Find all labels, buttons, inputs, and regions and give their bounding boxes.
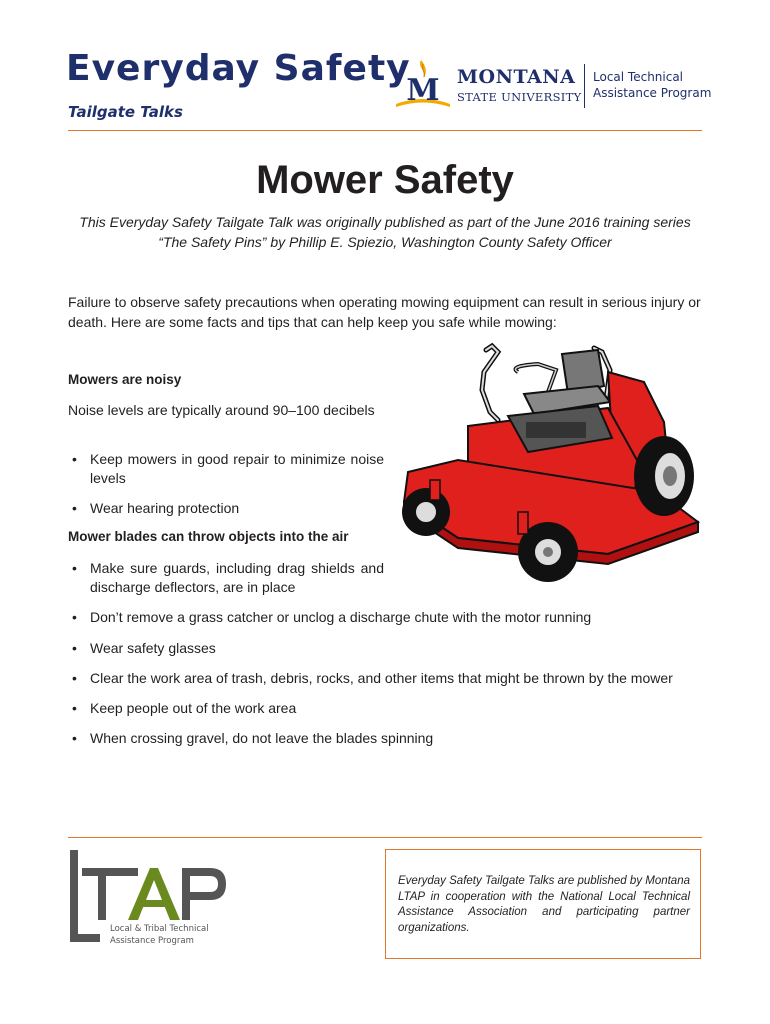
header-rule xyxy=(68,130,702,131)
series-title: Everyday Safety xyxy=(66,48,411,89)
list-item xyxy=(68,669,730,688)
bullet-icon: • xyxy=(72,730,77,746)
bullet-icon: • xyxy=(72,700,77,716)
bullet-icon: • xyxy=(72,560,77,576)
list-item-text: Clear the work area of trash, debris, rocks, and other items that might be thrown by the mower xyxy=(90,670,673,686)
ltap-logo-icon xyxy=(70,848,240,950)
list-item xyxy=(68,450,384,488)
noise-fact: Noise levels are typically around 90–100 decibels xyxy=(68,402,375,418)
university-subname: STATE UNIVERSITY xyxy=(457,90,582,104)
series-subtitle: Tailgate Talks xyxy=(68,103,183,121)
list-item-text: Wear hearing protection xyxy=(90,500,240,516)
msu-logo-icon xyxy=(392,58,454,110)
page-title: Mower Safety xyxy=(256,158,514,202)
section-heading-blades: Mower blades can throw objects into the air xyxy=(68,529,349,544)
list-item xyxy=(68,608,730,627)
publisher-note: Everyday Safety Tailgate Talks are published by Montana LTAP in cooperation with the National Local Technical Assistance Association and participating partner organizations. xyxy=(398,875,690,934)
bullet-icon: • xyxy=(72,640,77,656)
list-item xyxy=(68,499,384,518)
program-name-line2: Assistance Program xyxy=(593,86,712,100)
ltap-caption-line2: Assistance Program xyxy=(110,936,194,946)
svg-text:M: M xyxy=(406,73,440,108)
intro-paragraph: Failure to observe safety precautions when operating mowing equipment can result in serious injury or death. Here are some facts and tips that can help keep you safe while mowing: xyxy=(68,294,701,330)
list-item xyxy=(68,639,730,658)
list-item-text: Wear safety glasses xyxy=(90,640,216,656)
list-item xyxy=(68,559,384,597)
header-divider xyxy=(584,64,585,108)
riding-mower-illustration xyxy=(398,342,704,588)
program-name-line1: Local Technical xyxy=(593,70,684,84)
list-item xyxy=(68,699,730,718)
bullet-icon: • xyxy=(72,451,77,467)
bullet-icon: • xyxy=(72,670,77,686)
ltap-caption-line1: Local & Tribal Technical xyxy=(110,924,209,934)
footer-rule xyxy=(68,837,702,838)
bullet-icon: • xyxy=(72,609,77,625)
list-item-text: Don’t remove a grass catcher or unclog a discharge chute with the motor running xyxy=(90,609,592,625)
list-item-text: When crossing gravel, do not leave the blades spinning xyxy=(90,730,434,746)
list-item-text: Make sure guards, including drag shields and discharge deflectors, are in place xyxy=(90,560,384,595)
university-name: MONTANA xyxy=(457,66,576,88)
list-item-text: Keep mowers in good repair to minimize noise levels xyxy=(90,451,384,486)
list-item-text: Keep people out of the work area xyxy=(90,700,297,716)
publisher-note-box xyxy=(385,849,701,959)
intro-text: This Everyday Safety Tailgate Talk was originally published as part of the June 2016 training series “The Safety Pins” by Phillip E. Spiezio, Washington County Safety Officer xyxy=(79,214,691,250)
bullet-icon: • xyxy=(72,500,77,516)
section-heading-noise: Mowers are noisy xyxy=(68,372,182,387)
list-item xyxy=(68,729,730,748)
